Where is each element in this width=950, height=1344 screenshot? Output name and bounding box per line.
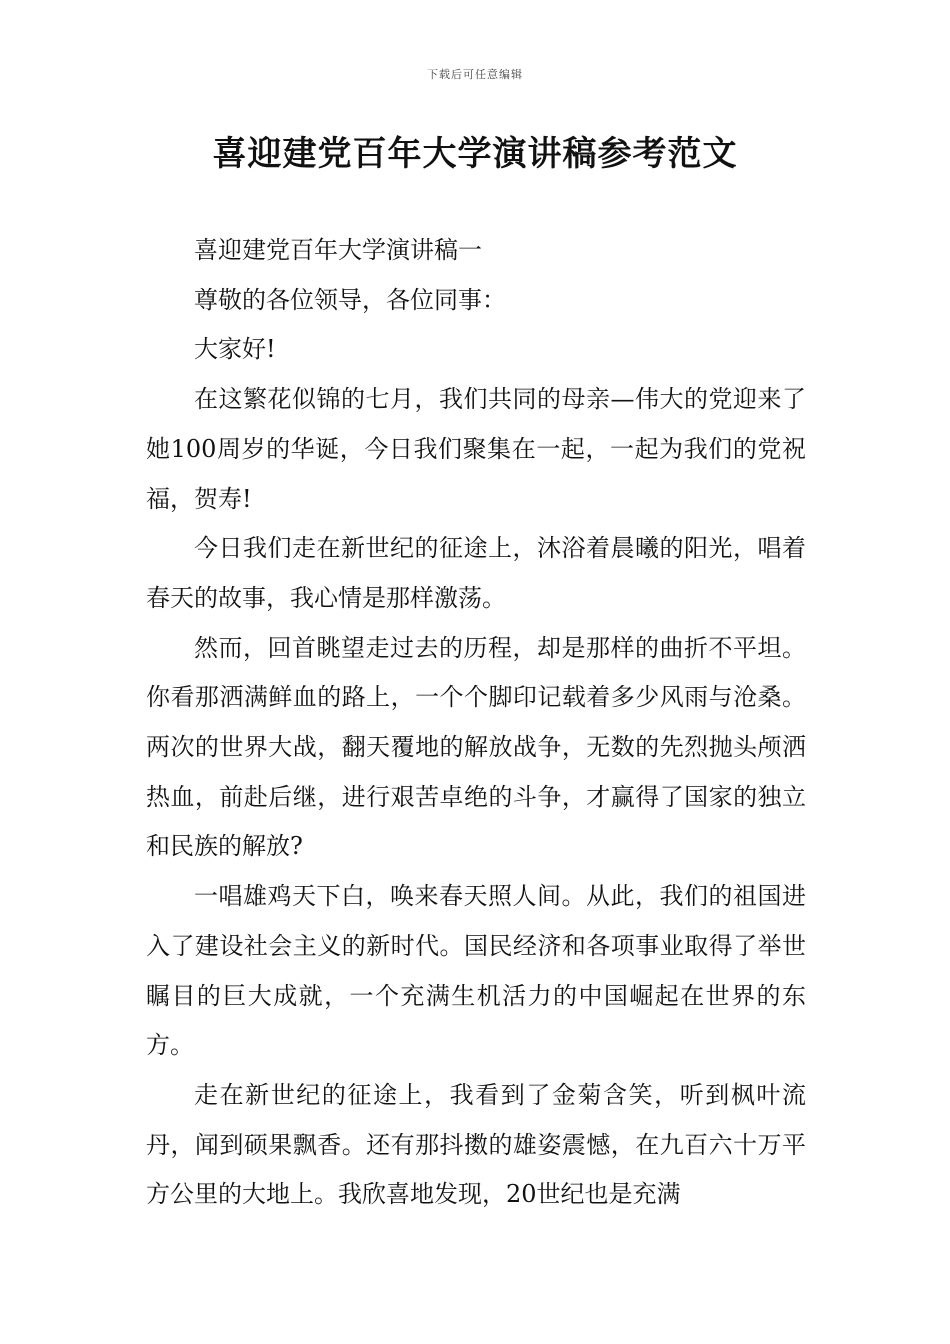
paragraph-speech-heading: 喜迎建党百年大学演讲稿一 [194,236,482,264]
paragraph: 走在新世纪的征途上，我看到了金菊含笑，听到枫叶流丹，闻到硕果飘香。还有那抖擞的雄姿震憾，在九百六十万平方公里的大地上。我欣喜地发现，20世纪也是充满 [146,1080,806,1209]
paragraph: 今日我们走在新世纪的征途上，沐浴着晨曦的阳光，唱着春天的故事，我心情是那样激荡。 [146,534,806,612]
header-note: 下载后可任意编辑 [427,68,523,81]
paragraph-salutation: 尊敬的各位领导，各位同事： [194,285,506,314]
document-body [146,226,806,1220]
document-title: 喜迎建党百年大学演讲稿参考范文 [212,134,738,174]
paragraph: 在这繁花似锦的七月，我们共同的母亲—伟大的党迎来了她100周岁的华诞，今日我们聚集在一起，一起为我们的党祝福，贺寿! [146,385,806,513]
paragraph-greeting: 大家好! [194,335,276,364]
paragraph: 然而，回首眺望走过去的历程，却是那样的曲折不平坦。你看那洒满鲜血的路上，一个个脚印记载着多少风雨与沧桑。两次的世界大战，翻天覆地的解放战争，无数的先烈抛头颅洒热血，前赴后继，进行艰苦卓绝的斗争，才赢得了国家的独立和民族的解放? [146,633,806,861]
paragraph: 一唱雄鸡天下白，唤来春天照人间。从此，我们的祖国进入了建设社会主义的新时代。国民经济和各项事业取得了举世瞩目的巨大成就，一个充满生机活力的中国崛起在世界的东方。 [146,882,806,1060]
